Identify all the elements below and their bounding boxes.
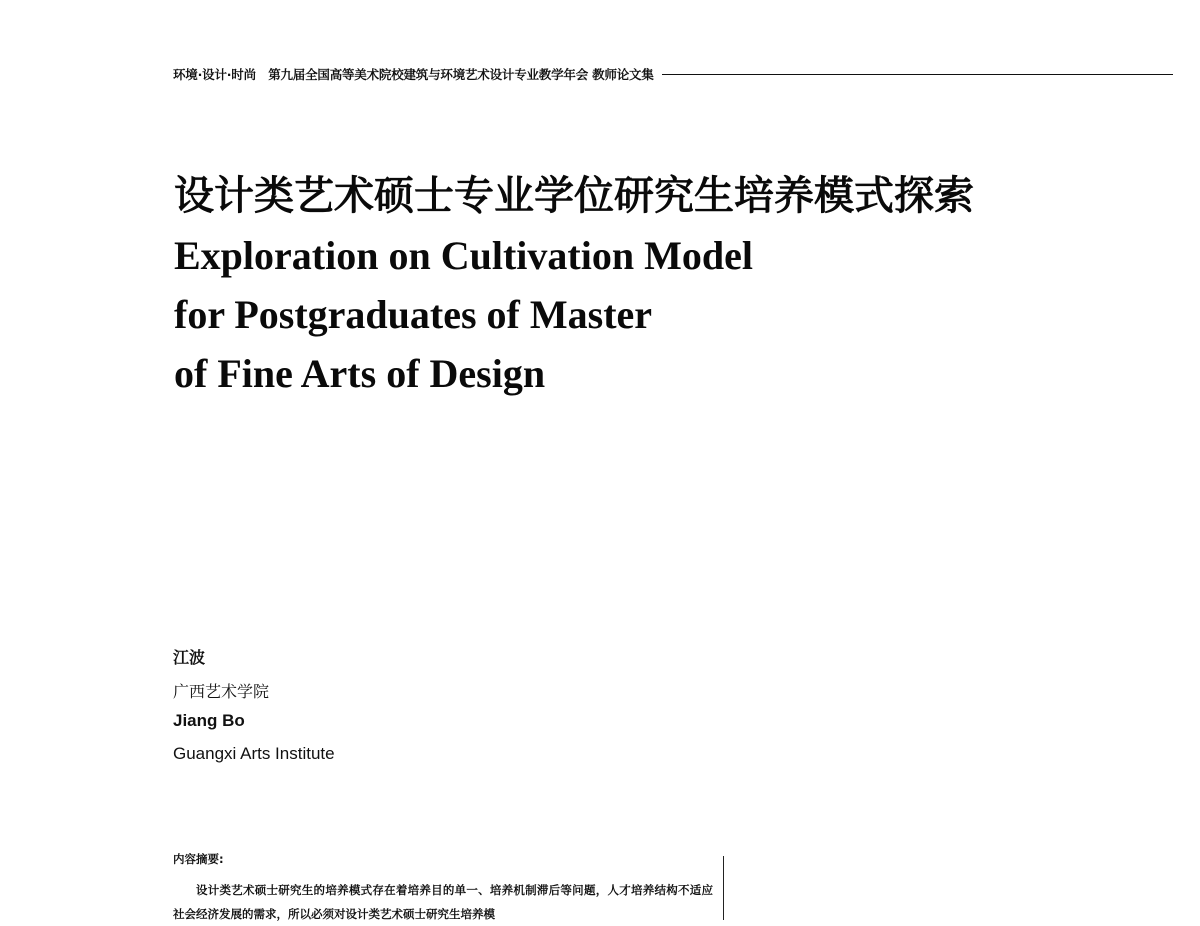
running-header <box>173 63 1173 85</box>
title-english-line-3: of Fine Arts of Design <box>174 351 546 396</box>
running-header-text: 环境·设计·时尚 第九届全国高等美术院校建筑与环境艺术设计专业教学年会 教师论文集 <box>173 67 654 82</box>
column-divider <box>723 856 724 920</box>
running-header-rule <box>662 74 1173 75</box>
abstract-heading: 内容摘要: <box>173 852 224 866</box>
author-name-en: Jiang Bo <box>173 711 245 730</box>
author-affiliation-en: Guangxi Arts Institute <box>173 744 335 763</box>
title-english-line-1: Exploration on Cultivation Model <box>174 233 753 278</box>
author-name-cn: 江波 <box>173 648 206 667</box>
title-chinese: 设计类艺术硕士专业学位研究生培养模式探索 <box>174 172 974 219</box>
abstract-text: 设计类艺术硕士研究生的培养模式存在着培养目的单一、培养机制滞后等问题，人才培养结构不适应社会经济发展的需求，所以必须对设计类艺术硕士研究生培养模 <box>173 883 713 921</box>
author-affiliation-cn: 广西艺术学院 <box>173 682 270 701</box>
title-english-line-2: for Postgraduates of Master <box>174 292 653 337</box>
